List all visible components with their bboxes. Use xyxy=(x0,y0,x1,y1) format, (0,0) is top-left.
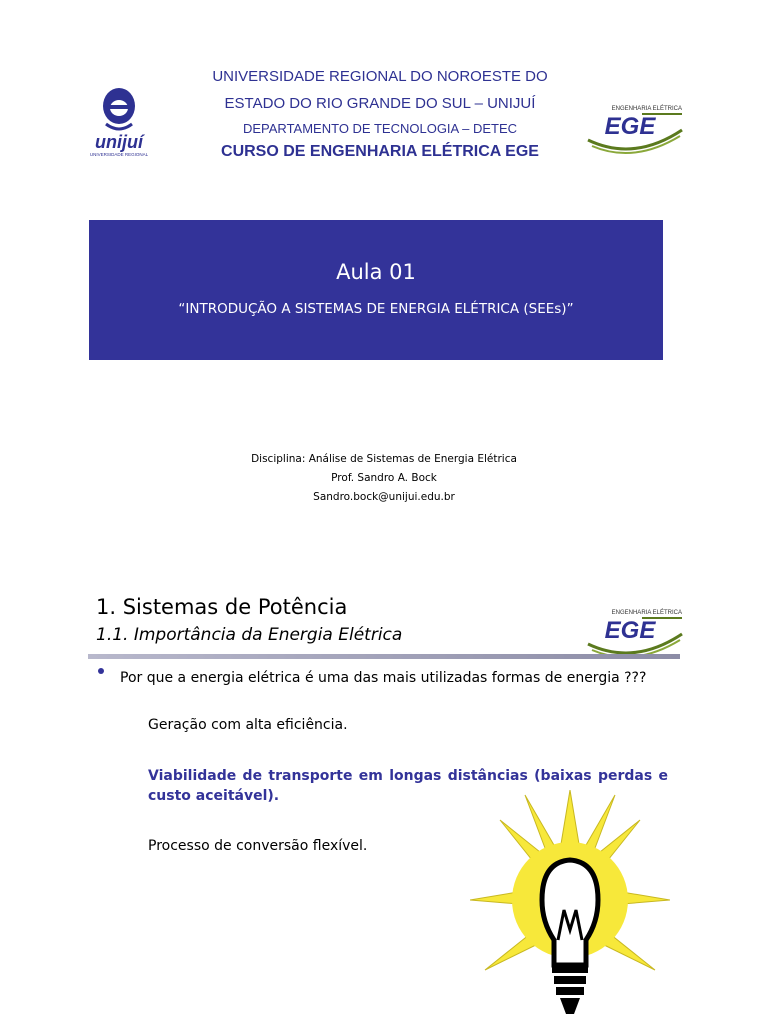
discipline-label: Disciplina: Análise de Sistemas de Energia Elétrica xyxy=(251,453,517,465)
ege-logo-caption: ENGENHARIA ELÉTRICA xyxy=(611,610,682,616)
ege-logo-text: EGE xyxy=(604,617,656,644)
unijui-logo-subtext: UNIVERSIDADE REGIONAL xyxy=(89,152,149,157)
professor-name: Prof. Sandro A. Bock xyxy=(331,472,437,484)
ege-logo-text: EGE xyxy=(604,113,656,140)
ege-logo-caption: ENGENHARIA ELÉTRICA xyxy=(611,106,682,112)
university-name-line1: UNIVERSIDADE REGIONAL DO NOROESTE DO xyxy=(212,68,548,85)
bullet-question: Por que a energia elétrica é uma das mais utilizadas formas de energia ??? xyxy=(120,670,647,686)
unijui-logo xyxy=(78,84,160,158)
bullet-icon xyxy=(98,668,104,674)
professor-email: Sandro.bock@unijui.edu.br xyxy=(313,491,455,503)
list-item: Processo de conversão flexível. xyxy=(148,838,368,854)
course-info xyxy=(184,450,584,507)
title-divider xyxy=(88,654,680,659)
light-bulb-icon xyxy=(470,790,670,1024)
slide-content xyxy=(0,572,768,1024)
lesson-title-banner xyxy=(89,220,663,360)
department-name: DEPARTAMENTO DE TECNOLOGIA – DETEC xyxy=(242,121,518,136)
ege-logo xyxy=(582,100,686,158)
list-item: Geração com alta eficiência. xyxy=(148,717,348,733)
unijui-logo-text: unijuí xyxy=(95,132,143,152)
lesson-title: Aula 01 xyxy=(336,260,416,284)
section-title: 1. Sistemas de Potência xyxy=(96,595,348,619)
university-name-line2: ESTADO DO RIO GRANDE DO SUL – UNIJUÍ xyxy=(224,95,536,112)
list-item: Viabilidade de transporte em longas distâncias (baixas perdas e custo aceitável). xyxy=(148,768,668,804)
section-subtitle: 1.1. Importância da Energia Elétrica xyxy=(96,625,403,645)
lesson-subtitle: “INTRODUÇÃO A SISTEMAS DE ENERGIA ELÉTRICA (SEEs)” xyxy=(178,301,574,317)
course-name: CURSO DE ENGENHARIA ELÉTRICA EGE xyxy=(221,143,539,160)
